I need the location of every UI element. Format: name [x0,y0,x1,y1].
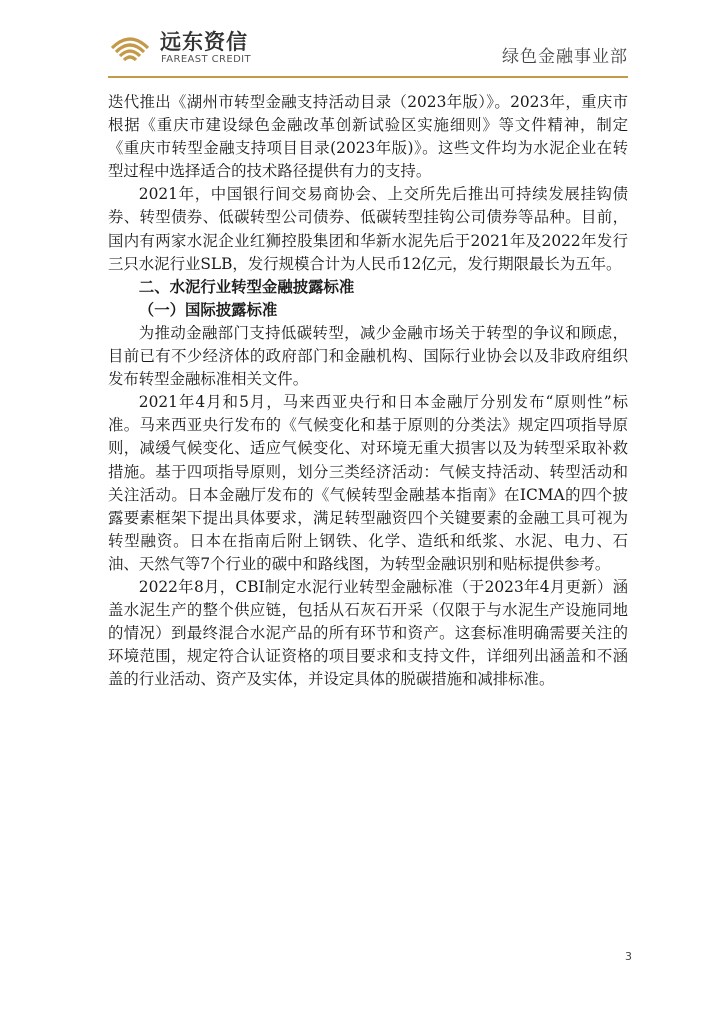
logo-chinese-name: 远东资信 [160,30,248,54]
document-body [108,91,628,691]
logo-english-name: FAREAST CREDIT [161,54,252,65]
page-number: 3 [625,950,632,963]
fareast-logo-icon [108,28,152,64]
paragraph: 2021年，中国银行间交易商协会、上交所先后推出可持续发展挂钩债券、转型债券、低碳转型公司债券、低碳转型挂钩公司债券等品种。目前，国内有两家水泥企业红狮控股集团和华新水泥先后于2021年及2022年发行三只水泥行业SLB，发行规模合计为人民币12亿元，发行期限最长为五年。 [108,185,628,273]
company-logo [108,24,268,72]
paragraph: 2022年8月，CBI制定水泥行业转型金融标准（于2023年4月更新）涵盖水泥生产的整个供应链，包括从石灰石开采（仅限于与水泥生产设施同地的情况）到最终混合水泥产品的所有环节和资产。这套标准明确需要关注的环境范围，规定符合认证资格的项目要求和支持文件，详细列出涵盖和不涵盖的行业活动、资产及实体，并设定具体的脱碳措施和减排标准。 [108,577,628,689]
paragraph: 2021年4月和5月，马来西亚央行和日本金融厅分别发布“原则性”标准。马来西亚央行发布的《气候变化和基于原则的分类法》规定四项指导原则，减缓气候变化、适应气候变化、对环境无重大损害以及为转型采取补救措施。基于四项指导原则，划分三类经济活动：气候支持活动、转型活动和关注活动。日本金融厅发布的《气候转型金融基本指南》在ICMA的四个披露要素框架下提出具体要求，满足转型融资四个关键要素的金融工具可视为转型融资。日本在指南后附上钢铁、化学、造纸和纸浆、水泥、电力、石油、天然气等7个行业的碳中和路线图，为转型金融识别和贴标提供参考。 [108,393,628,573]
paragraph: 迭代推出《湖州市转型金融支持活动目录（2023年版）》。2023年，重庆市根据《重庆市建设绿色金融改革创新试验区实施细则》等文件精神，制定《重庆市转型金融支持项目目录(2023年版)》。这些文件均为水泥企业在转型过程中选择适合的技术路径提供有力的支持。 [108,93,628,181]
page-header [108,24,628,78]
section-heading: 二、水泥行业转型金融披露标准 [138,277,355,296]
subsection-heading: （一）国际披露标准 [138,300,278,319]
department-name: 绿色金融事业部 [502,47,628,67]
paragraph: 为推动金融部门支持低碳转型，减少金融市场关于转型的争议和顾虑，目前已有不少经济体的政府部门和金融机构、国际行业协会以及非政府组织发布转型金融标准相关文件。 [108,323,628,389]
header-divider [108,76,628,78]
